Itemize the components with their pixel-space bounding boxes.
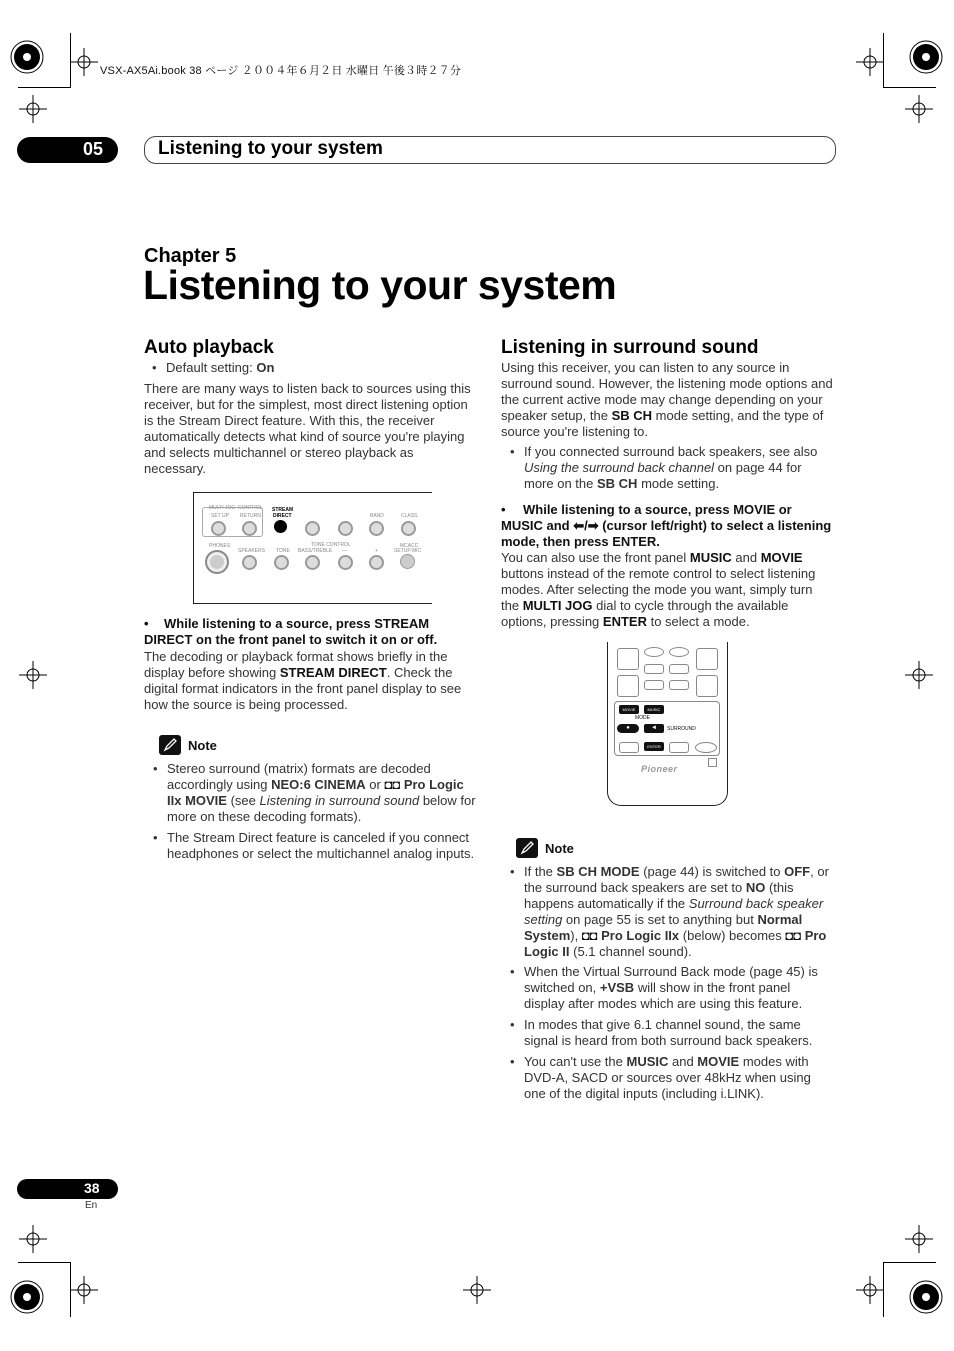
minus-button [338, 555, 353, 570]
surround-body-text: and [731, 550, 761, 565]
note1-text: Stereo surround (matrix) formats are decoded accordingly using [167, 761, 431, 793]
note-text: When the Virtual Surround Back mode (page 45) is switched on, [524, 964, 818, 996]
note1-bold: NEO:6 CINEMA [271, 777, 366, 793]
remote-surround-label: SURROUND [667, 726, 696, 732]
remote-key [669, 664, 689, 674]
panel-label-tone: TONE [276, 548, 290, 554]
crosshair-registration-mark [856, 1276, 884, 1304]
page-number: 38 [84, 1180, 100, 1196]
surround-intro-2: mode setting, and the type of source you're listening to. [501, 408, 824, 440]
surround-body-bold: ENTER [602, 614, 647, 630]
note-text: You can't use the [524, 1054, 627, 1069]
note-bullet: • You can't use the MUSIC and MOVIE modes with DVD-A, SACD or sources over 48kHz when using one of the digital inputs (including i.LINK). [510, 1054, 811, 1102]
note-bold: MOVIE [697, 1054, 740, 1069]
note1-text: below for more on these decoding formats). [167, 793, 476, 825]
remote-cursor-right-button: ◄ [644, 724, 664, 733]
bass-treble-button [305, 555, 320, 570]
auto-playback-intro: There are many ways to listen back to sources using this receiver, but for the simplest, most direct listening option is the Stream Direct feature. With this, the receiver automatically detects what kind of source you're playing and selects multichannel or stereo playback as necessary. [144, 381, 471, 477]
surround-step-body [501, 550, 834, 630]
remote-key [644, 647, 664, 657]
section-heading-surround: Listening in surround sound [501, 337, 759, 358]
crosshair-registration-mark [463, 1276, 491, 1304]
panel-label-setup-mic: SETUP MIC [394, 548, 422, 554]
crosshair-registration-mark [19, 661, 47, 689]
note-label: Note [545, 841, 574, 856]
starburst-registration-mark [909, 1280, 943, 1314]
note-bold: NO [745, 880, 766, 896]
note-text: on page 55 is set to anything but [562, 912, 758, 928]
panel-label-mcacc: MCACC [400, 543, 419, 549]
panel-button [305, 521, 320, 536]
step-surround-mode: • While listening to a source, press MOVIE or MUSIC and ⬅/➡ (cursor left/right) to select a listening mode, then press ENTER. [501, 502, 832, 550]
surround-bullet-italic: Using the surround back channel [524, 460, 715, 476]
surround-bullet-bold: SB CH [597, 476, 638, 492]
tone-button [274, 555, 289, 570]
crosshair-registration-mark [70, 48, 98, 76]
panel-label-band: BAND [370, 513, 384, 519]
panel-label-phones: PHONES [209, 543, 231, 549]
surround-intro [501, 360, 834, 440]
remote-mode-label: MODE [635, 715, 650, 721]
note-bullet: • In modes that give 6.1 channel sound, the same signal is heard from both surround back speakers. [510, 1017, 834, 1049]
crosshair-registration-mark [905, 95, 933, 123]
stream-direct-body-2: . Check the digital format indicators in the front panel display to see how the source is being processed. [144, 665, 462, 713]
surround-body-text: You can also use the front panel [501, 550, 690, 565]
remote-enter-label: ENTER [647, 744, 661, 749]
remote-control-illustration [607, 642, 729, 808]
note-text: (this happens automatically if the [524, 880, 794, 912]
page-language: En [85, 1200, 98, 1211]
panel-label-direct: DIRECT [273, 513, 292, 519]
step-stream-direct: • While listening to a source, press STREAM DIRECT on the front panel to switch it on or off. [144, 616, 438, 648]
remote-key [669, 680, 689, 690]
surround-body-bold: MUSIC [689, 550, 732, 565]
crop-mark [18, 1262, 70, 1263]
surround-body-bold: MULTI JOG [522, 598, 593, 614]
surround-body-text: to select a mode. [646, 614, 750, 630]
note-text: (page 44) is switched to [639, 864, 785, 879]
setup-button [211, 521, 226, 536]
surround-intro-bold: SB CH [611, 408, 653, 424]
setup-mic-jack [400, 554, 415, 569]
remote-key [644, 680, 664, 690]
plus-button [369, 555, 384, 570]
section-heading-auto-playback: Auto playback [144, 337, 274, 358]
speakers-button [242, 555, 257, 570]
panel-label-return: RETURN [240, 513, 261, 519]
remote-key [619, 742, 639, 753]
remote-cursor-left-button: ● [617, 724, 639, 733]
note-bullet: • The Stream Direct feature is canceled if you connect headphones or select the multichannel analog inputs. [153, 830, 478, 862]
note-bold: +VSB [599, 980, 635, 996]
note-pencil-icon [516, 838, 538, 858]
stream-direct-button [274, 520, 287, 533]
stream-direct-body [144, 649, 477, 713]
phones-jack [205, 550, 229, 574]
note-text: (5.1 channel sound). [569, 944, 692, 960]
default-setting-value: On [256, 360, 275, 375]
note-bold: MUSIC [626, 1054, 669, 1069]
dolby-dd-icon: ◘◘ [785, 928, 805, 944]
note-text: and [668, 1054, 698, 1069]
note1-bold: Pro Logic IIx MOVIE [167, 777, 464, 809]
note-bullet: • When the Virtual Surround Back mode (page 45) is switched on, +VSB will show in the front panel display after modes which are using this feature. [510, 964, 818, 1012]
crop-mark [884, 87, 936, 88]
panel-label-plus: + [375, 548, 378, 554]
note-text: will show in the front panel display after modes which are using this feature. [524, 980, 803, 1012]
panel-label-bass-treble: BASS/TREBLE [298, 548, 333, 554]
surround-body-text: buttons instead of the remote control to select listening modes. After selecting the mode you want, simply turn the [501, 566, 816, 614]
note-bullet: • Stereo surround (matrix) formats are decoded accordingly using NEO:6 CINEMA or ◘◘ Pro Logic IIx MOVIE (see Listening in surround sound below for more on these decoding formats). [153, 761, 476, 825]
remote-key [695, 742, 717, 753]
chapter-number-badge [17, 137, 118, 163]
note-text: (below) becomes [679, 928, 786, 944]
remote-key [644, 664, 664, 674]
panel-label-setup: SET UP [211, 513, 229, 519]
class-button [401, 521, 416, 536]
remote-key [617, 675, 639, 697]
stream-direct-body-bold: STREAM DIRECT [279, 665, 387, 681]
note-bold: SB CH MODE [556, 864, 640, 879]
remote-music-button [644, 705, 664, 714]
surround-bullet: • If you connected surround back speakers, see also Using the surround back channel on page 44 for more on the SB CH mode setting. [510, 444, 818, 492]
step-stream-direct-text: While listening to a source, press STREAM DIRECT on the front panel to switch it on or off. [144, 616, 438, 648]
surround-intro-1: Using this receiver, you can listen to any source in surround sound. However, the listening mode options and the current active mode may change depending on your speaker setup, the [501, 360, 833, 424]
crosshair-registration-mark [70, 1276, 98, 1304]
chapter-label: Chapter 5 [144, 245, 237, 267]
remote-brand-logo: Pioneer [641, 764, 678, 774]
note-bold: Pro Logic IIx [601, 928, 680, 944]
panel-label-speakers: SPEAKERS [238, 548, 265, 554]
panel-label-control: CONTROL [238, 505, 263, 511]
page-title: Listening to your system [143, 262, 617, 308]
note-bold: Pro Logic II [524, 928, 827, 960]
remote-key [617, 648, 639, 670]
starburst-registration-mark [909, 40, 943, 74]
panel-label-stream: STREAM [272, 507, 294, 513]
surround-bullet-text: mode setting. [637, 476, 720, 492]
note1-text: (see [226, 793, 260, 809]
chapter-header-box [144, 136, 836, 164]
default-setting-prefix: Default setting: [166, 360, 257, 375]
chapter-header-title: Listening to your system [158, 138, 383, 159]
remote-key [696, 675, 718, 697]
note-text: ), [570, 928, 582, 944]
remote-movie-button [619, 705, 639, 714]
panel-label-multi-jog: MULTI JOG [209, 505, 236, 511]
note-pencil-icon [159, 735, 181, 755]
remote-movie-label: MOVIE [622, 707, 636, 712]
starburst-registration-mark [10, 1280, 44, 1314]
surround-body-bold: MOVIE [760, 550, 803, 565]
crosshair-registration-mark [19, 95, 47, 123]
crosshair-registration-mark [856, 48, 884, 76]
note-label: Note [188, 738, 217, 753]
default-setting-bullet: • Default setting: On [152, 360, 275, 375]
note-text: , or the surround back speakers are set to [524, 864, 829, 896]
remote-key [696, 648, 718, 670]
stream-direct-body-1: The decoding or playback format shows briefly in the display before showing [144, 649, 448, 681]
panel-label-class: CLASS [401, 513, 418, 519]
page-number-badge [17, 1179, 118, 1199]
panel-label-minus: — [342, 548, 347, 554]
surround-bullet-text: If you connected surround back speakers, see also [524, 444, 818, 459]
note1-text: or [365, 777, 385, 793]
surround-body-text: dial to cycle through the available options, pressing [501, 598, 789, 630]
note-text: If the [524, 864, 557, 879]
band-button [369, 521, 384, 536]
step-surround-mode-text: While listening to a source, press MOVIE or MUSIC and ⬅/➡ (cursor left/right) to select a listening mode, then press ENTER. [501, 502, 832, 550]
note-text: modes with DVD-A, SACD or sources over 48kHz when using one of the digital inputs (including i.LINK). [524, 1054, 811, 1102]
crop-mark [884, 1262, 936, 1263]
note2-text: The Stream Direct feature is canceled if you connect headphones or select the multichannel analog inputs. [167, 830, 475, 862]
front-panel-illustration [193, 492, 431, 604]
note-text: In modes that give 6.1 channel sound, the same signal is heard from both surround back speakers. [524, 1017, 813, 1049]
note-bold: Normal System [524, 912, 803, 944]
remote-small-indicator [708, 758, 717, 767]
remote-key [669, 647, 689, 657]
crosshair-registration-mark [905, 661, 933, 689]
crosshair-registration-mark [905, 1225, 933, 1253]
chapter-number: 05 [83, 139, 104, 159]
panel-label-tone-control: TONE CONTROL [311, 542, 351, 548]
print-header: VSX-AX5Ai.book 38 ページ ２００４年６月２日 水曜日 午後３時２７分 [100, 65, 462, 77]
note-bold: OFF [784, 864, 811, 879]
starburst-registration-mark [10, 40, 44, 74]
note-bullet: • If the SB CH MODE (page 44) is switched to OFF, or the surround back speakers are set to NO (this happens automatically if the Surround back speaker setting on page 55 is set to anything but Normal System), ◘◘ Pro Logic IIx (below) becomes ◘◘ Pro Logic II (5.1 channel sound). [510, 864, 829, 960]
dolby-dd-icon: ◘◘ [581, 928, 602, 944]
remote-enter-button [644, 742, 664, 751]
dolby-dd-icon: ◘◘ [384, 777, 401, 793]
remote-music-label: MUSIC [647, 707, 661, 712]
panel-button [338, 521, 353, 536]
return-button [242, 521, 257, 536]
remote-key [669, 742, 689, 753]
crosshair-registration-mark [19, 1225, 47, 1253]
surround-bullet-text: on page 44 for more on the [524, 460, 802, 492]
note-italic: Surround back speaker setting [524, 896, 824, 928]
note1-italic: Listening in surround sound [259, 793, 420, 809]
crop-mark [18, 87, 70, 88]
